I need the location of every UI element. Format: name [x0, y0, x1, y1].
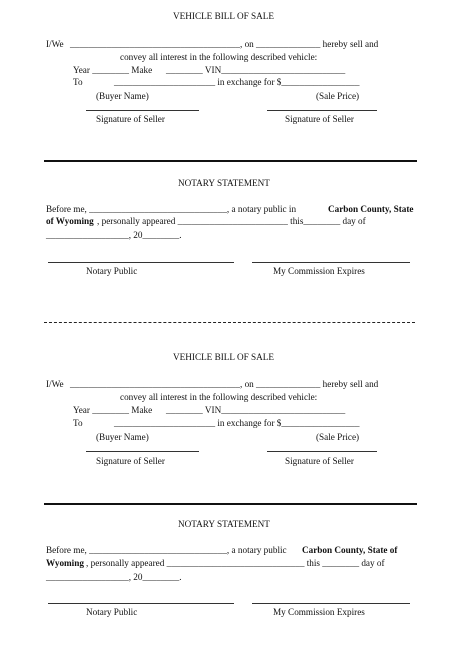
notary-line-2: , personally appeared ________________________ this________ day of — [97, 216, 366, 226]
convey-text: convey all interest in the following described vehicle: — [120, 392, 318, 402]
bill-title: VEHICLE BILL OF SALE — [173, 11, 274, 21]
notary-public-label: Notary Public — [86, 266, 138, 276]
buyer-name-label: (Buyer Name) — [96, 432, 149, 442]
iwe-label: I/We — [46, 39, 64, 49]
notary-line-1a: Before me, ______________________________, a notary public in — [46, 204, 297, 214]
year-make-field: Year ________ Make — [73, 65, 153, 75]
buyer-name-label: (Buyer Name) — [96, 91, 149, 101]
notary-public-label: Notary Public — [86, 607, 138, 617]
commission-expires-label: My Commission Expires — [273, 266, 365, 276]
seller-signature-line-right — [267, 451, 377, 452]
notary-date-line: __________________, 20________. — [46, 572, 182, 582]
notary-county-state: Carbon County, State of — [302, 545, 398, 555]
sale-price-label: (Sale Price) — [316, 432, 360, 442]
notary-title: NOTARY STATEMENT — [178, 178, 270, 188]
year-make-field: Year ________ Make — [73, 405, 153, 415]
notary-date-line: __________________, 20________. — [46, 230, 182, 240]
notary-public-line — [48, 603, 234, 604]
commission-expires-label: My Commission Expires — [273, 607, 365, 617]
signature-of-seller-left: Signature of Seller — [96, 114, 165, 124]
bill-title: VEHICLE BILL OF SALE — [173, 352, 274, 362]
to-exchange-field: ______________________ in exchange for $_________________ — [114, 418, 360, 428]
notary-county-state: Carbon County, State — [328, 204, 414, 214]
seller-line: _____________________________________, on ______________ hereby sell and — [70, 39, 379, 49]
section-divider — [44, 160, 417, 162]
to-label: To — [73, 77, 83, 87]
signature-of-seller-left: Signature of Seller — [96, 456, 165, 466]
signature-of-seller-right: Signature of Seller — [285, 114, 354, 124]
notary-state-wyoming: of Wyoming — [46, 216, 94, 226]
seller-signature-line-right — [267, 110, 377, 111]
seller-signature-line-left — [86, 110, 199, 111]
sale-price-label: (Sale Price) — [316, 91, 360, 101]
commission-line — [252, 262, 410, 263]
commission-line — [252, 603, 410, 604]
notary-title: NOTARY STATEMENT — [178, 519, 270, 529]
iwe-label: I/We — [46, 379, 64, 389]
notary-line-2: , personally appeared ______________________________ this ________ day of — [86, 558, 385, 568]
notary-line-1a: Before me, ______________________________, a notary public — [46, 545, 287, 555]
notary-public-line — [48, 262, 234, 263]
vin-field: ________ VIN___________________________ — [166, 405, 346, 415]
notary-state-wyoming: Wyoming — [46, 558, 84, 568]
to-exchange-field: ______________________ in exchange for $_________________ — [114, 77, 360, 87]
vin-field: ________ VIN___________________________ — [166, 65, 346, 75]
cut-line — [44, 322, 415, 323]
signature-of-seller-right: Signature of Seller — [285, 456, 354, 466]
to-label: To — [73, 418, 83, 428]
convey-text: convey all interest in the following described vehicle: — [120, 52, 318, 62]
seller-line: _____________________________________, on ______________ hereby sell and — [70, 379, 379, 389]
seller-signature-line-left — [86, 451, 199, 452]
section-divider — [44, 503, 417, 505]
